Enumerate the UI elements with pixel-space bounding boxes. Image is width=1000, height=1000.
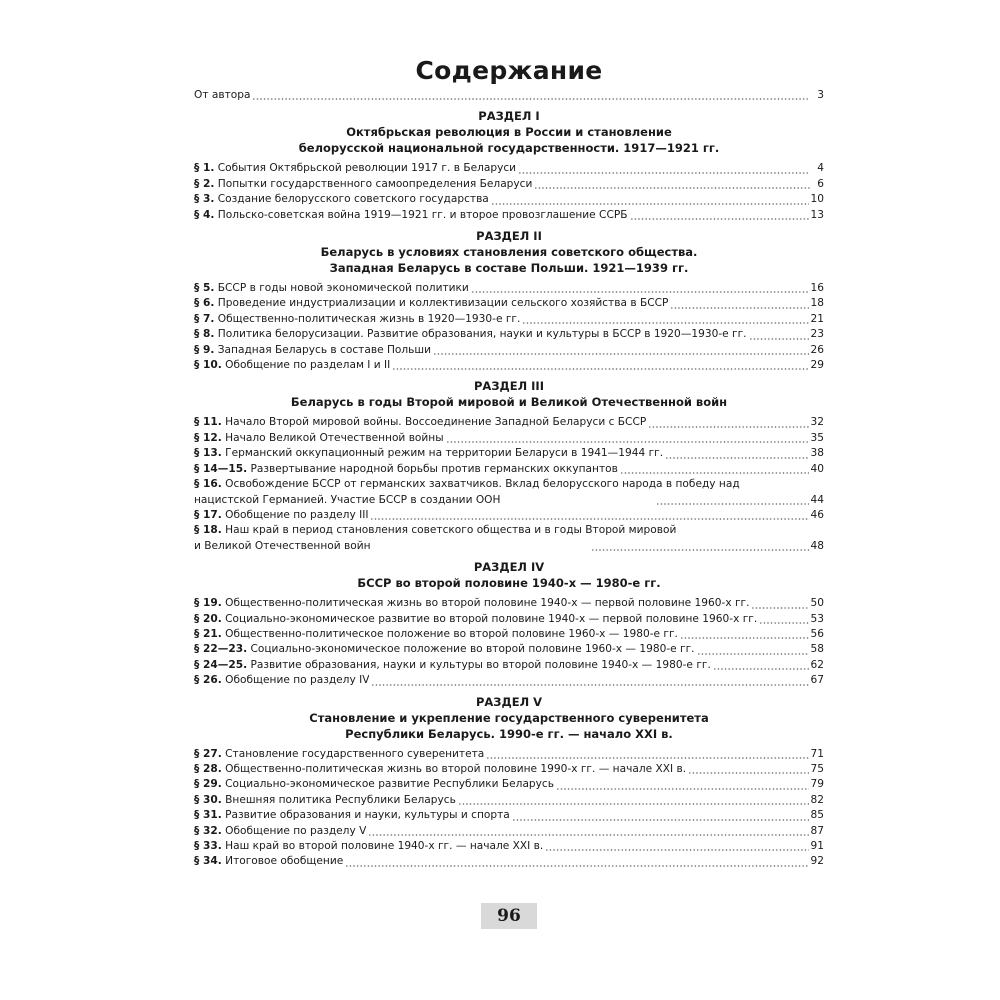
toc-entry[interactable] — [194, 358, 824, 373]
section-name: РАЗДЕЛ III — [474, 379, 544, 394]
toc-entry-number: § 33. — [194, 840, 222, 852]
section-title-line: Западная Беларусь в составе Польши. 1921—1939 гг. — [329, 261, 689, 276]
toc-entry[interactable] — [194, 296, 824, 311]
toc-entry-title: Социально-экономическое развитие Республики Беларусь — [225, 778, 554, 791]
toc-entry[interactable] — [194, 477, 824, 492]
toc-entry-number: § 21. — [194, 627, 222, 640]
leader-dots — [345, 863, 808, 867]
section-heading — [194, 378, 824, 410]
toc-entry-text — [194, 508, 368, 523]
toc-entry-text — [194, 327, 747, 342]
toc-entry-text — [194, 523, 676, 538]
toc-entry-page: 91 — [810, 840, 824, 852]
toc-entry[interactable] — [194, 539, 824, 554]
toc-entry[interactable] — [194, 161, 824, 176]
toc-entry-number: § 1. — [194, 162, 215, 175]
toc-entry-text — [194, 658, 711, 673]
leader-dots — [392, 366, 808, 370]
toc-entry-page: 38 — [810, 447, 824, 460]
leader-dots — [665, 455, 808, 459]
toc-sections — [194, 108, 824, 869]
toc-entry-number: § 29. — [194, 778, 222, 791]
toc-entry-title: Наш край во второй половине 1940-х гг. — начале XXI в. — [225, 840, 544, 852]
toc-entry[interactable] — [194, 627, 824, 642]
leader-dots — [688, 770, 808, 774]
toc-entry-page: 6 — [817, 177, 824, 190]
leader-dots — [648, 424, 808, 428]
leader-dots — [670, 305, 808, 309]
leader-dots — [759, 620, 808, 624]
toc-entry[interactable] — [194, 327, 824, 342]
leader-dots — [518, 170, 810, 174]
leader-dots — [446, 439, 809, 443]
toc-entry-number: § 34. — [194, 855, 222, 868]
section-title-line: БССР во второй половине 1940-х — 1980-е гг. — [357, 576, 661, 591]
leader-dots — [471, 289, 809, 293]
leader-dots — [680, 635, 809, 639]
toc-entry-text — [194, 493, 654, 508]
section-name: РАЗДЕЛ I — [478, 109, 540, 124]
toc-entry-title: Начало Второй мировой войны. Воссоединение Западной Беларуси с БССР — [225, 416, 647, 429]
leader-dots — [713, 666, 809, 670]
toc-entry-title: Развертывание народной борьбы против германских оккупантов — [250, 462, 618, 475]
toc-entry-page: 62 — [810, 658, 824, 671]
toc-entry-text — [194, 415, 646, 430]
section-title-line: Беларусь в условиях становления советского общества. — [320, 245, 698, 260]
section-title-line: Беларусь в годы Второй мировой и Великой Отечественной войн — [290, 395, 728, 410]
toc-entry-page: 16 — [810, 282, 824, 295]
toc-entry-text — [194, 839, 543, 854]
toc-entry-text — [194, 281, 469, 296]
toc-entry-number: § 24—25. — [194, 658, 248, 671]
toc-entry[interactable] — [194, 312, 824, 327]
leader-dots — [368, 832, 808, 836]
toc-entry-page: 4 — [817, 162, 824, 175]
toc-entry-number: § 16. — [194, 478, 222, 491]
toc-entry-page: 18 — [810, 297, 824, 310]
toc-entry-page: 26 — [810, 343, 824, 356]
toc-entry-title: Внешняя политика Республики Беларусь — [225, 793, 456, 806]
toc-entry-intro[interactable] — [194, 88, 824, 103]
toc-entry-number: § 9. — [194, 343, 215, 356]
toc-entry[interactable] — [194, 673, 824, 688]
toc-entry-page: 29 — [810, 359, 824, 372]
toc-entry-text — [194, 854, 343, 869]
toc-entry-number: § 27. — [194, 747, 222, 760]
page-number: 96 — [481, 903, 537, 929]
toc-entry[interactable] — [194, 493, 824, 508]
toc-entry-page: 53 — [810, 612, 824, 625]
leader-dots — [749, 336, 809, 340]
leader-dots — [370, 516, 808, 520]
leader-dots — [491, 201, 809, 205]
toc-entry[interactable] — [194, 839, 824, 854]
leader-dots — [556, 786, 809, 790]
toc-entry-title: Итоговое обобщение — [225, 855, 344, 868]
toc-entry-title-continued: и Великой Отечественной войн — [194, 539, 371, 552]
leader-dots — [751, 605, 808, 609]
toc-entry-title: Становление государственного суверенитета — [225, 747, 485, 760]
toc-entry-number: § 2. — [194, 177, 215, 190]
toc-entry[interactable] — [194, 177, 824, 192]
toc-entry-page: 50 — [810, 597, 824, 610]
toc-entry-number: § 10. — [194, 359, 222, 372]
toc-entry[interactable] — [194, 747, 824, 762]
toc-entry-number: § 12. — [194, 431, 222, 444]
toc-entry-text — [194, 192, 489, 207]
toc-entry-page: 67 — [810, 674, 824, 687]
leader-dots — [534, 185, 810, 189]
leader-dots — [697, 651, 809, 655]
toc-entry-text — [194, 627, 678, 642]
toc-entry-text — [194, 777, 554, 792]
section-title-line: Республики Беларусь. 1990-е гг. — начало XXI в. — [345, 726, 673, 741]
toc-entry[interactable] — [194, 192, 824, 207]
toc-entry-page: 21 — [810, 312, 824, 325]
leader-dots — [656, 501, 809, 505]
toc-entry[interactable] — [194, 793, 824, 808]
toc-entry-page: 10 — [810, 193, 824, 206]
section-title-line: белорусской национальной государственности. 1917—1921 гг. — [298, 141, 720, 156]
toc-entry[interactable] — [194, 808, 824, 823]
leader-dots — [252, 96, 810, 100]
toc-entry-title: Социально-экономическое положение во второй половине 1960-х — 1980-е гг. — [250, 643, 695, 656]
toc-entry-number: § 22—23. — [194, 643, 248, 656]
toc-entry[interactable] — [194, 446, 824, 461]
leader-dots — [433, 351, 809, 355]
toc-entry-title: Социально-экономическое развитие во второй половине 1940-х — первой половине 1960-х гг. — [225, 612, 758, 625]
toc-entry-title: Попытки государственного самоопределения Беларуси — [217, 177, 533, 190]
toc-entry[interactable] — [194, 596, 824, 611]
toc-entry-text — [194, 431, 444, 446]
toc-entry-number: § 7. — [194, 312, 215, 325]
toc-entry-text — [194, 642, 695, 657]
toc-entry-page: 85 — [810, 809, 824, 822]
toc-entry-page: 48 — [810, 539, 824, 552]
toc-entry-page: 92 — [810, 855, 824, 868]
toc-entry-title: Германский оккупационный режим на территории Беларуси в 1941—1944 гг. — [225, 447, 664, 460]
section-heading — [194, 694, 824, 742]
toc-entry-title: Общественно-политическая жизнь в 1920—1930-е гг. — [217, 312, 521, 325]
toc-entry-number: § 4. — [194, 208, 215, 221]
toc-entry-text — [194, 312, 520, 327]
leader-dots — [545, 847, 808, 851]
toc-entry-text — [194, 208, 628, 223]
toc-entry-title-continued: нацистской Германией. Участие БССР в создании ООН — [194, 493, 501, 506]
section-title-line: Октябрьская революция в России и становление — [346, 125, 672, 140]
toc-entry-page: 58 — [810, 643, 824, 656]
toc-entry-title: Наш край в период становления советского общества и в годы Второй мировой — [225, 524, 677, 537]
section-heading — [194, 108, 824, 156]
toc-entry[interactable] — [194, 462, 824, 477]
toc-entry-number: § 8. — [194, 328, 215, 341]
toc-entry-title: Обобщение по разделам I и II — [225, 359, 391, 372]
toc-entry-number: § 5. — [194, 282, 215, 295]
toc-entry-text — [194, 612, 757, 627]
toc-entry[interactable] — [194, 612, 824, 627]
toc-entry-text — [194, 793, 456, 808]
leader-dots — [630, 216, 809, 220]
toc-entry-number: § 13. — [194, 447, 222, 460]
toc-entry-page: 79 — [810, 778, 824, 791]
toc-entry-title: События Октябрьской революции 1917 г. в Беларуси — [217, 162, 517, 175]
toc-entry-number: § 32. — [194, 824, 222, 837]
toc-entry-page: 46 — [810, 508, 824, 521]
toc-entry-title: Обобщение по разделу V — [225, 824, 367, 837]
toc-entry-title: Освобождение БССР от германских захватчиков. Вклад белорусского народа в победу над — [225, 478, 740, 491]
toc-entry-page: 71 — [810, 747, 824, 760]
toc-entry-title: Польско-советская война 1919—1921 гг. и второе провозглашение ССРБ — [217, 208, 628, 221]
leader-dots — [591, 547, 809, 551]
toc-entry[interactable] — [194, 431, 824, 446]
toc-entry[interactable] — [194, 762, 824, 777]
section-name: РАЗДЕЛ IV — [473, 560, 545, 575]
toc-entry-page: 44 — [810, 493, 825, 506]
toc-entry-page: 56 — [810, 627, 824, 640]
toc-entry-title: Начало Великой Отечественной войны — [225, 431, 444, 444]
toc-entry-text — [194, 462, 618, 477]
table-of-contents — [194, 56, 824, 870]
toc-entry-text — [194, 296, 668, 311]
toc-entry[interactable] — [194, 523, 824, 538]
toc-entry-text — [194, 596, 749, 611]
toc-entry-page: 35 — [810, 431, 824, 444]
toc-entry-page: 82 — [810, 793, 824, 806]
section-title-line: Становление и укрепление государственного суверенитета — [309, 710, 709, 725]
toc-entry-title: Общественно-политическое положение во второй половине 1960-х — 1980-е гг. — [225, 627, 678, 640]
toc-entry-title: Общественно-политическая жизнь во второй половине 1940-х — первой половине 1960-х гг. — [225, 597, 750, 610]
toc-entry-title: БССР в годы новой экономической политики — [217, 282, 469, 295]
toc-entry-page: 40 — [810, 462, 824, 475]
toc-entry-title: Создание белорусского советского государства — [217, 193, 489, 206]
toc-entry[interactable] — [194, 281, 824, 296]
toc-entry-number: § 11. — [194, 416, 222, 429]
section-heading — [194, 559, 824, 591]
toc-entry-page: 13 — [810, 208, 824, 221]
toc-entry-text — [194, 177, 532, 192]
toc-entry-title: Западная Беларусь в составе Польши — [217, 343, 432, 356]
toc-entry[interactable] — [194, 508, 824, 523]
toc-entry-number: § 28. — [194, 762, 222, 775]
toc-entry-text — [194, 808, 510, 823]
toc-entry-page: 3 — [817, 89, 824, 101]
leader-dots — [371, 682, 808, 686]
toc-entry-text: От автора — [194, 89, 251, 101]
leader-dots — [620, 470, 809, 474]
section-name: РАЗДЕЛ V — [475, 694, 543, 709]
toc-entry-title: Политика белорусизации. Развитие образования, науки и культуры в БССР в 1920—1930-е гг. — [217, 328, 747, 341]
toc-entry-number: § 26. — [194, 674, 222, 687]
toc-entry-number: § 3. — [194, 193, 215, 206]
toc-entry-text — [194, 673, 369, 688]
toc-entry-number: § 30. — [194, 793, 222, 806]
toc-entry-number: § 14—15. — [194, 462, 248, 475]
section-name: РАЗДЕЛ II — [476, 229, 542, 244]
toc-entry-title: Обобщение по разделу III — [225, 508, 369, 521]
leader-dots — [522, 320, 808, 324]
leader-dots — [458, 801, 809, 805]
section-heading — [194, 228, 824, 276]
toc-entry-text — [194, 477, 740, 492]
page-title: Содержание — [415, 56, 603, 85]
toc-entry-title: Обобщение по разделу IV — [225, 674, 370, 687]
toc-entry-page: 23 — [810, 328, 824, 341]
toc-entry-title: Общественно-политическая жизнь во второй половине 1990-х гг. — начале XXI в. — [225, 762, 687, 775]
toc-entry-page: 75 — [810, 762, 824, 775]
toc-entry-title: Развитие образования и науки, культуры и спорта — [225, 809, 510, 822]
toc-entry[interactable] — [194, 642, 824, 657]
toc-entry-number: § 6. — [194, 297, 215, 310]
toc-entry-text — [194, 762, 686, 777]
toc-entry-number: § 20. — [194, 612, 222, 625]
toc-entry-title: Проведение индустриализации и коллективизации сельского хозяйства в БССР — [217, 297, 669, 310]
toc-entry-number: § 18. — [194, 524, 222, 537]
toc-entry-text — [194, 446, 663, 461]
toc-entry-number: § 31. — [194, 809, 222, 822]
toc-entry-page: 32 — [810, 416, 824, 429]
toc-entry-title: Развитие образования, науки и культуры во второй половине 1940-х — 1980-е гг. — [250, 658, 711, 671]
toc-entry-text — [194, 539, 589, 554]
leader-dots — [486, 755, 808, 759]
toc-entry-text — [194, 747, 484, 762]
toc-entry-text — [194, 161, 516, 176]
toc-entry[interactable] — [194, 824, 824, 839]
toc-entry[interactable] — [194, 208, 824, 223]
toc-entry-page: 87 — [810, 824, 824, 837]
toc-entry[interactable] — [194, 854, 824, 869]
toc-entry-text — [194, 343, 431, 358]
toc-entry-text — [194, 358, 390, 373]
toc-entry[interactable] — [194, 658, 824, 673]
toc-entry[interactable] — [194, 415, 824, 430]
toc-entry[interactable] — [194, 343, 824, 358]
toc-entry-text — [194, 824, 366, 839]
toc-entry-number: § 17. — [194, 508, 222, 521]
toc-entry-number: § 19. — [194, 597, 222, 610]
leader-dots — [512, 817, 809, 821]
toc-entry[interactable] — [194, 777, 824, 792]
